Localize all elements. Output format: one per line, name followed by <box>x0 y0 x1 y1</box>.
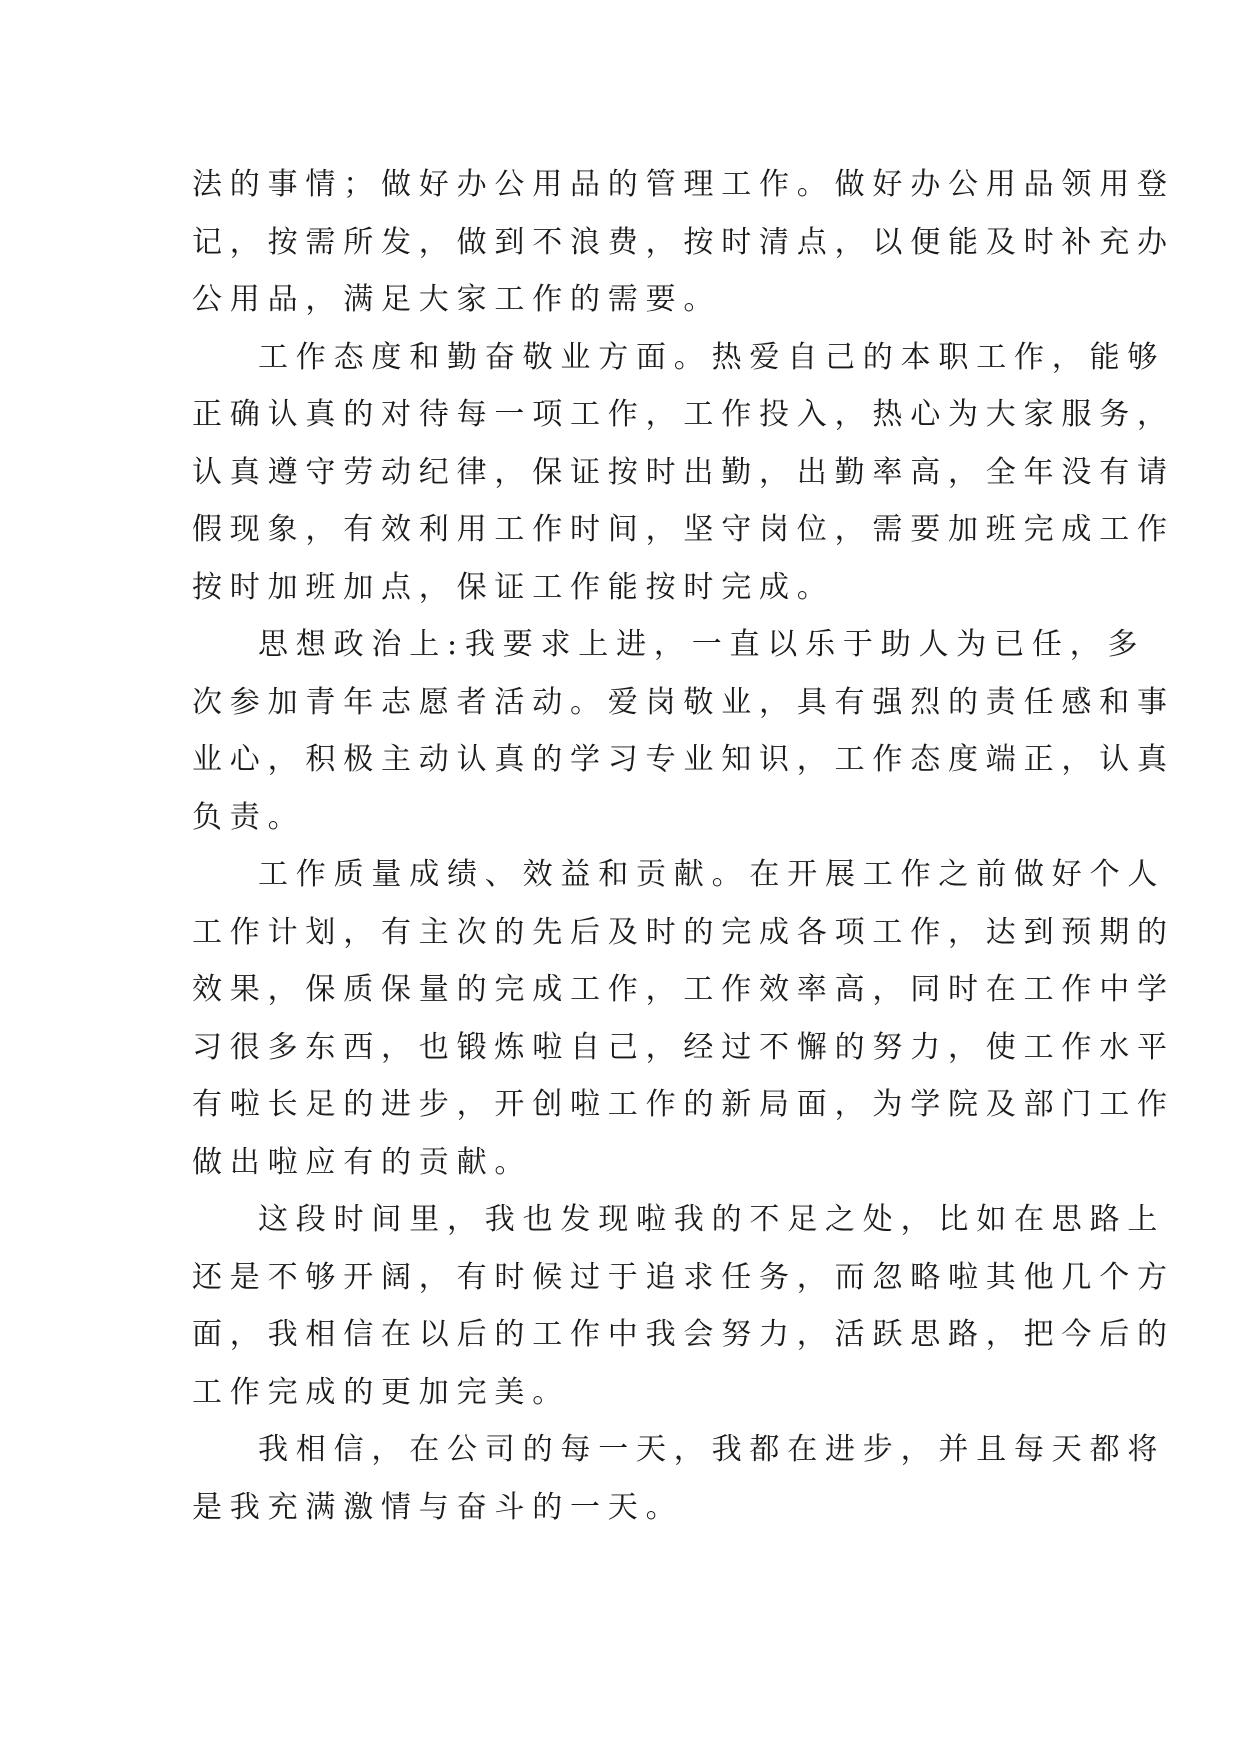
text-line: 面，我相信在以后的工作中我会努力，活跃思路，把今后的 <box>192 1317 1175 1352</box>
text-line: 工作完成的更加完美。 <box>192 1374 570 1410</box>
paragraph-political-thought <box>192 616 1175 846</box>
text-line: 负责。 <box>192 799 306 835</box>
text-line: 公用品，满足大家工作的需要。 <box>192 282 722 317</box>
text-line: 有啦长足的进步，开创啦工作的新局面，为学院及部门工作 <box>192 1087 1175 1122</box>
text-line: 认真遵守劳动纪律，保证按时出勤，出勤率高，全年没有请 <box>192 454 1175 490</box>
paragraph-work-attitude <box>192 329 1175 617</box>
text-line: 假现象，有效利用工作时间，坚守岗位，需要加班完成工作 <box>192 512 1175 547</box>
paragraph-work-quality <box>192 846 1175 1191</box>
text-line: 工作计划，有主次的先后及时的完成各项工作，达到预期的 <box>192 914 1175 950</box>
text-line: 思想政治上:我要求上进，一直以乐于助人为已任，多 <box>258 627 1146 662</box>
text-line: 正确认真的对待每一项工作，工作投入，热心为大家服务， <box>192 397 1175 432</box>
text-line: 还是不够开阔，有时候过于追求任务，而忽略啦其他几个方 <box>192 1259 1175 1295</box>
text-line: 记，按需所发，做到不浪费，按时清点，以便能及时补充办 <box>192 224 1175 260</box>
text-line: 工作态度和勤奋敬业方面。热爱自己的本职工作，能够 <box>258 339 1166 375</box>
text-line: 业心，积极主动认真的学习专业知识，工作态度端正，认真 <box>192 742 1175 777</box>
paragraph-closing <box>192 1421 1166 1536</box>
text-line: 效果，保质保量的完成工作，工作效率高，同时在工作中学 <box>192 972 1175 1007</box>
text-line: 习很多东西，也锻炼啦自己，经过不懈的努力，使工作水平 <box>192 1029 1175 1065</box>
paragraph-shortcomings <box>192 1191 1175 1421</box>
text-line: 做出啦应有的贡献。 <box>192 1144 533 1180</box>
text-line: 按时加班加点，保证工作能按时完成。 <box>192 569 835 605</box>
text-line: 我相信，在公司的每一天，我都在进步，并且每天都将 <box>258 1432 1166 1467</box>
text-line: 这段时间里，我也发现啦我的不足之处，比如在思路上 <box>258 1202 1166 1237</box>
paragraph-office-supplies <box>192 156 1175 329</box>
text-line: 法的事情；做好办公用品的管理工作。做好办公用品领用登 <box>192 167 1175 202</box>
text-line: 是我充满激情与奋斗的一天。 <box>192 1489 684 1525</box>
text-line: 工作质量成绩、效益和贡献。在开展工作之前做好个人 <box>258 857 1166 892</box>
text-line: 次参加青年志愿者活动。爱岗敬业，具有强烈的责任感和事 <box>192 684 1175 720</box>
document-body <box>192 156 1175 1536</box>
